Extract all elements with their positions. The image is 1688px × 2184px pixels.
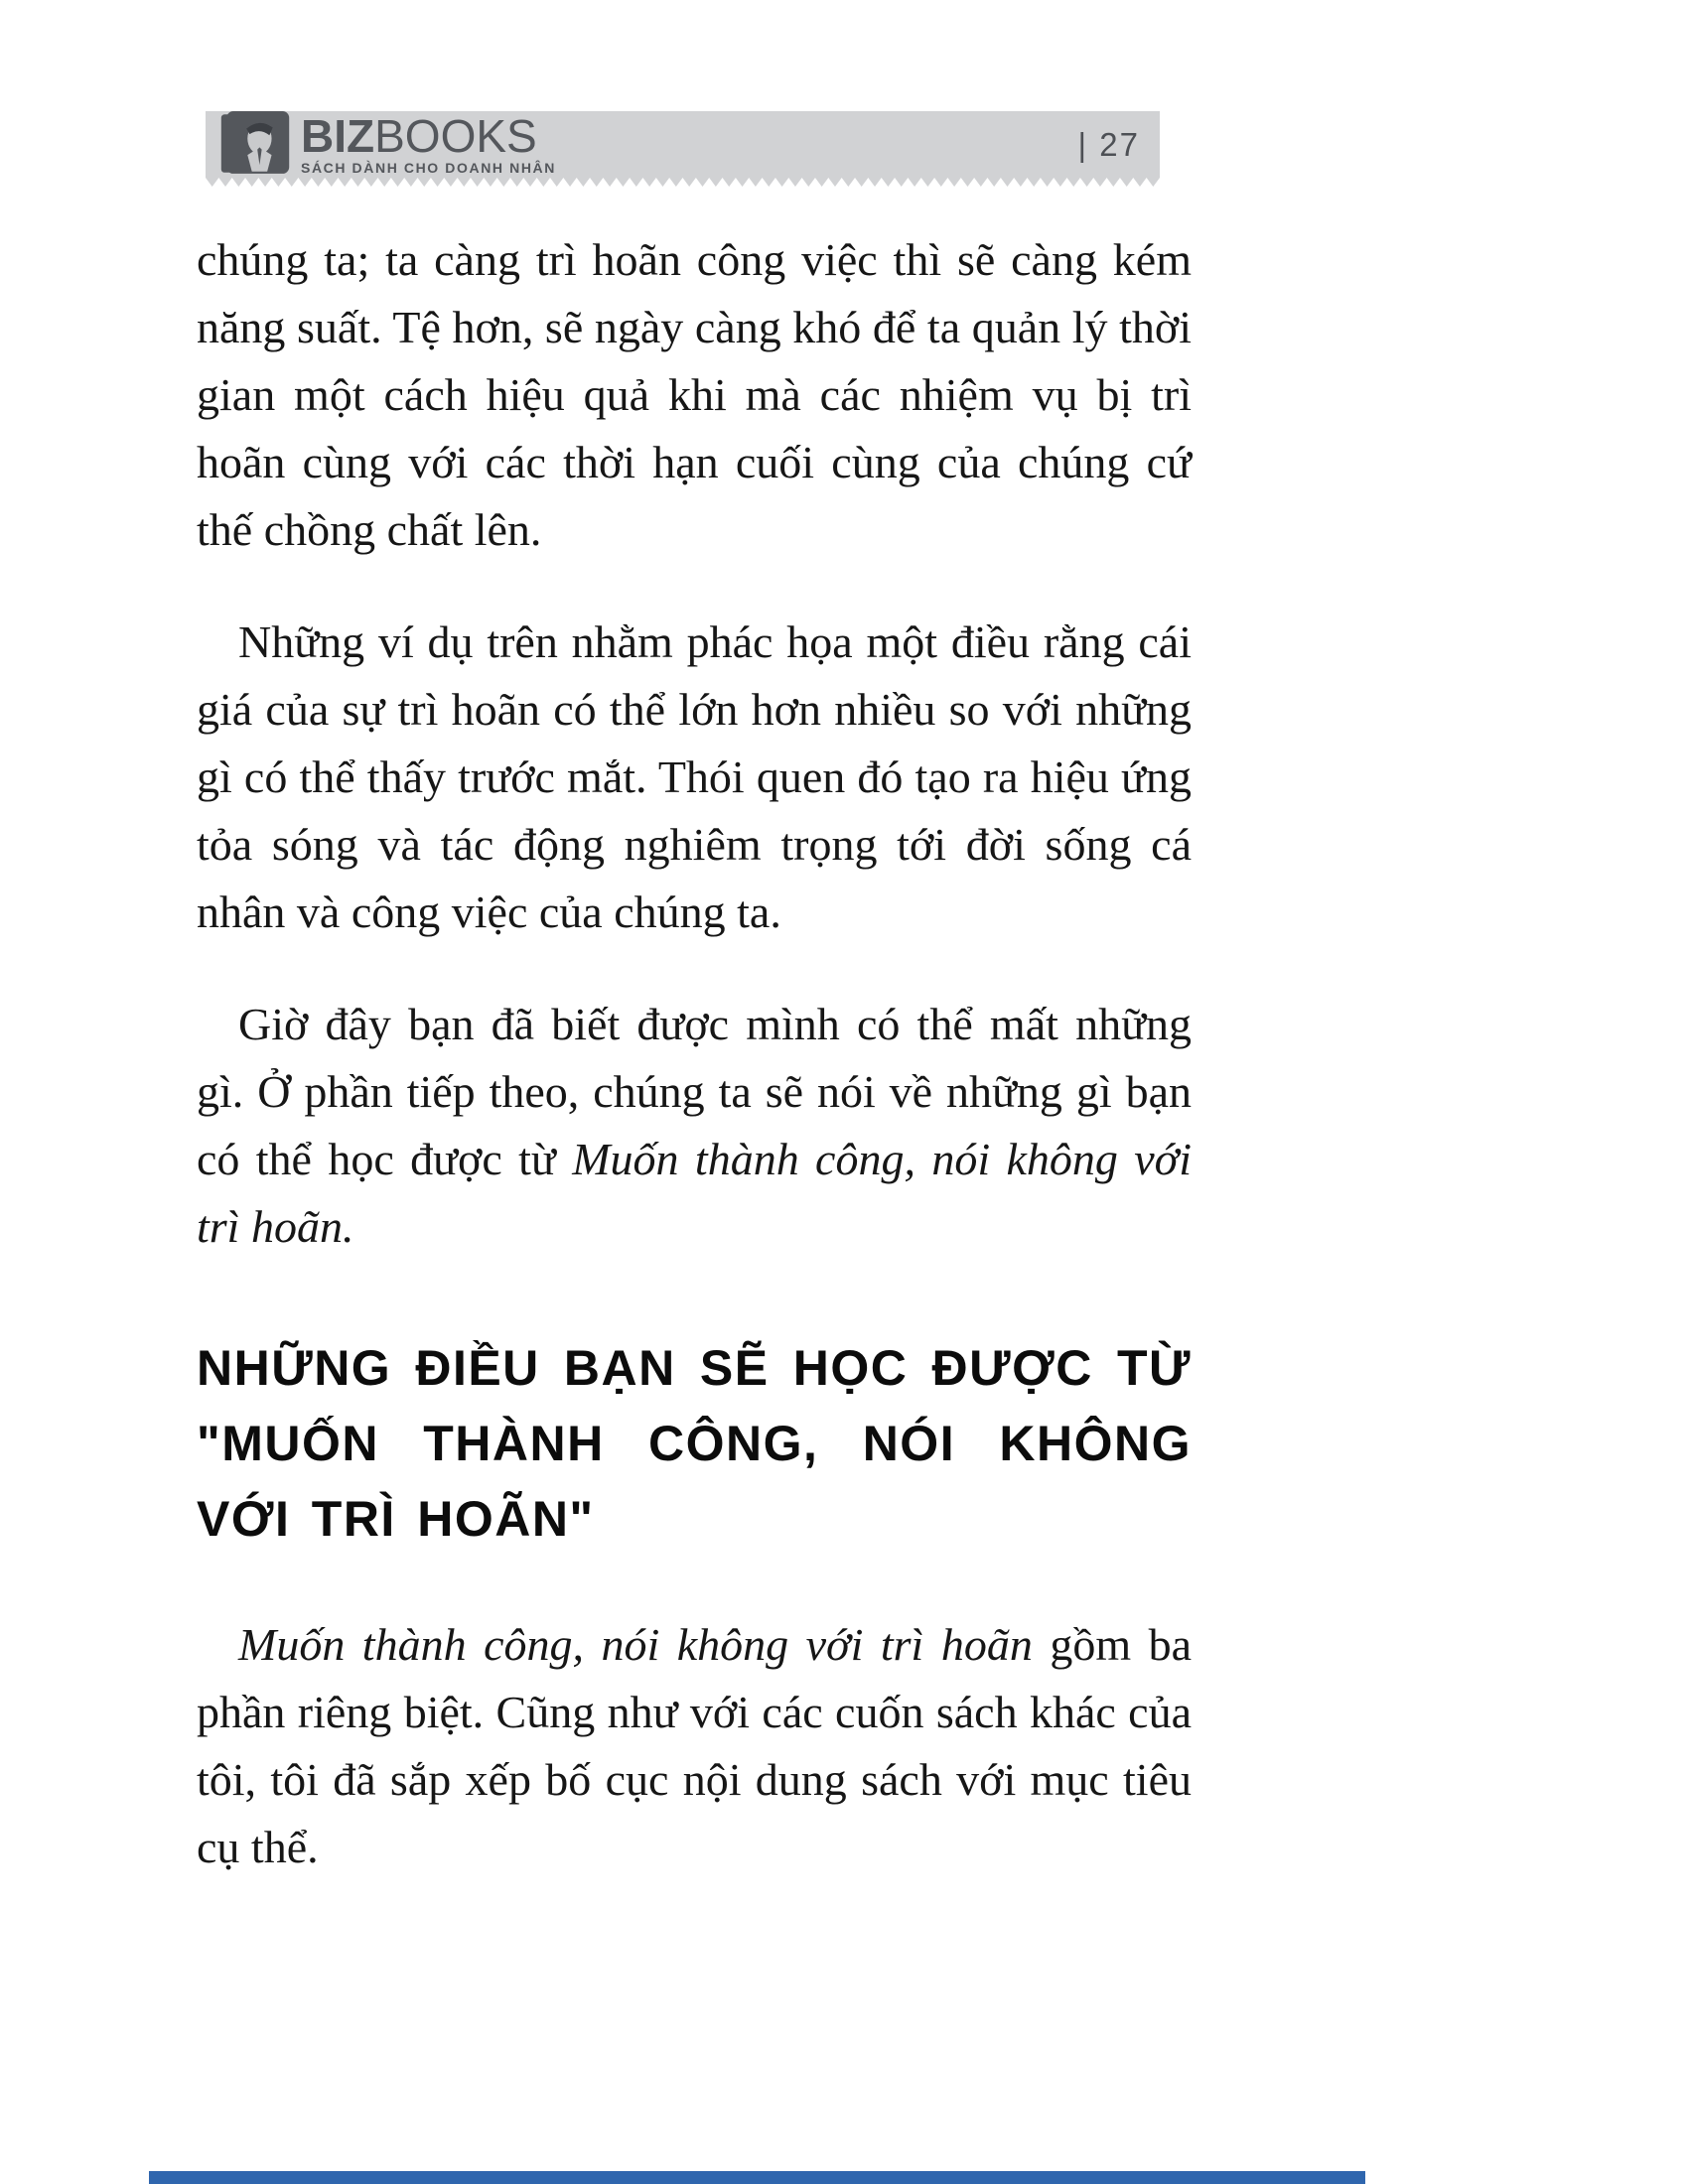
text-run: gồm ba phần riêng biệt. Cũng như với các cuốn sách khác của tôi, tôi đã sắp xếp bố cục nội dung sách với mục tiêu cụ thể. — [197, 1619, 1192, 1872]
text-run: chúng ta; ta càng trì hoãn công việc thì sẽ càng kém năng suất. Tệ hơn, sẽ ngày càng khó để ta quản lý thời gian một cách hiệu quả khi mà các nhiệm vụ bị trì hoãn cùng với các thời hạn cuối cùng của chúng cứ thế chồng chất lên. — [197, 234, 1192, 555]
page-content — [197, 226, 1192, 1926]
bizbooks-logo — [219, 111, 556, 178]
italic-book-title-text: Muốn thành công, nói không với trì hoãn — [238, 1619, 1033, 1670]
bizbooks-book-face-logo-icon — [219, 111, 291, 180]
brand-name-books: BOOKS — [374, 109, 537, 162]
brand-tagline: SÁCH DÀNH CHO DOANH NHÂN — [301, 159, 556, 176]
section-heading: NHỮNG ĐIỀU BẠN SẼ HỌC ĐƯỢC TỪ "MUỐN THÀNH CÔNG, NÓI KHÔNG VỚI TRÌ HOÃN" — [197, 1340, 1192, 1547]
paragraphs-before-heading — [197, 226, 1192, 1261]
brand-name — [301, 109, 556, 162]
paragraph — [197, 991, 1192, 1261]
page-number: | 27 — [1077, 125, 1140, 163]
header-bar — [206, 111, 1160, 178]
paragraph — [197, 226, 1192, 564]
paragraph — [197, 1611, 1192, 1881]
paragraph — [197, 609, 1192, 946]
text-run: Những ví dụ trên nhằm phác họa một điều rằng cái giá của sự trì hoãn có thể lớn hơn nhiều so với những gì có thể thấy trước mắt. Thói quen đó tạo ra hiệu ứng tỏa sóng và tác động nghiêm trọng tới đời sống cá nhân và công việc của chúng ta. — [197, 616, 1192, 937]
header-zigzag-edge — [206, 178, 1160, 187]
text-run: Giờ đây bạn đã biết được mình có thể mất những gì. Ở phần tiếp theo, chúng ta sẽ nói về những gì bạn có thể học được từ — [197, 999, 1192, 1184]
brand-block — [301, 109, 556, 176]
italic-book-title-text: Muốn thành công, nói không với trì hoãn. — [197, 1134, 1192, 1252]
footer-accent-bar — [149, 2171, 1365, 2184]
brand-name-biz: BIZ — [301, 109, 375, 162]
paragraphs-after-heading — [197, 1611, 1192, 1881]
